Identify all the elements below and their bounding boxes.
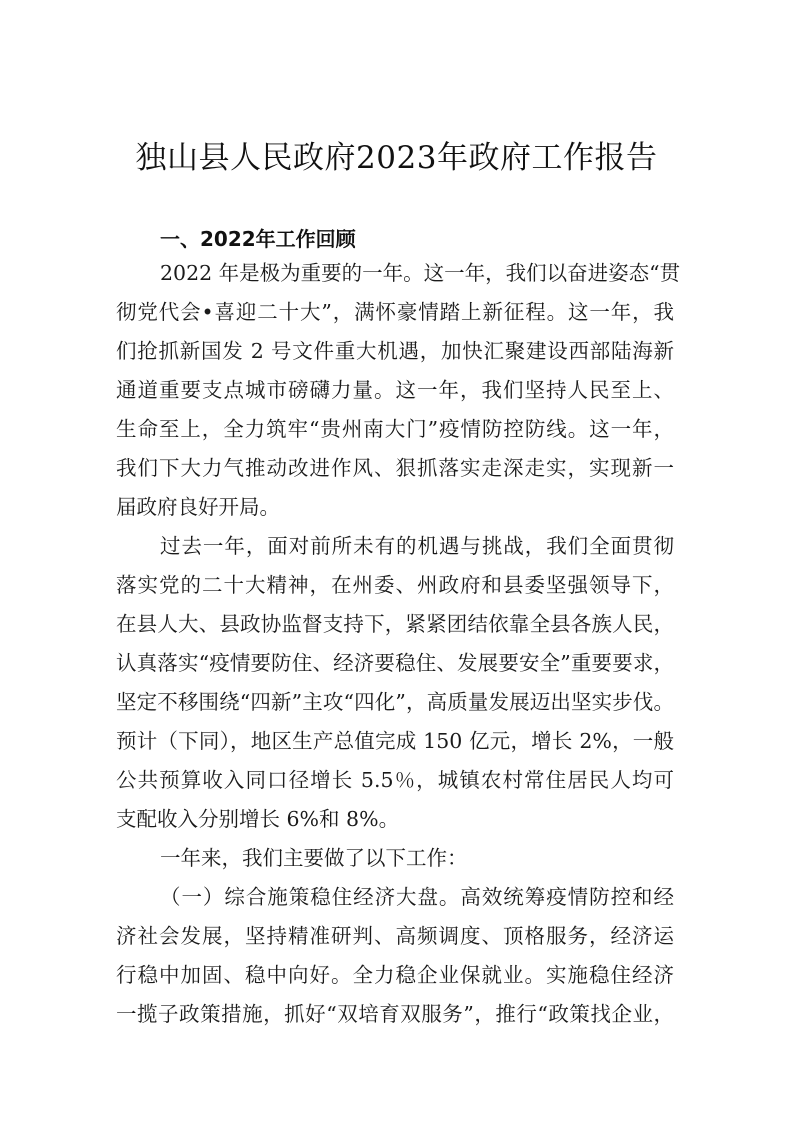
- paragraph-line: 支配收入分别增长 6%和 8%。: [116, 807, 400, 831]
- paragraph-line: 济社会发展，坚持精准研判、高频调度、顶格服务，经济运: [116, 924, 674, 948]
- section-heading: 一、2022年工作回顾: [160, 227, 356, 251]
- paragraph-line: 我们下大力气推动改进作风、狠抓落实走深走实，实现新一: [116, 456, 674, 480]
- subsection-line: （一）综合施策稳住经济大盘。高效统筹疫情防控和经: [160, 885, 674, 909]
- page-title: 独山县人民政府2023年政府工作报告: [135, 140, 658, 176]
- paragraph-line: 过去一年，面对前所未有的机遇与挑战，我们全面贯彻: [160, 534, 674, 558]
- paragraph-line: 在县人大、县政协监督支持下，紧紧团结依靠全县各族人民，: [116, 612, 674, 636]
- paragraph-line: 们抢抓新国发 2 号文件重大机遇，加快汇聚建设西部陆海新: [116, 339, 674, 363]
- paragraph-line: 届政府良好开局。: [116, 495, 280, 519]
- paragraph-line: 坚定不移围绕“四新”主攻“四化”，高质量发展迈出坚实步伐。: [116, 690, 674, 714]
- paragraph-line: 通道重要支点城市磅礴力量。这一年，我们坚持人民至上、: [116, 378, 674, 402]
- paragraph-line: 一揽子政策措施，抓好“双培育双服务”，推行“政策找企业，: [116, 1002, 674, 1026]
- paragraph-line: 认真落实“疫情要防住、经济要稳住、发展要安全”重要要求，: [116, 651, 674, 675]
- paragraph-line: 预计（下同），地区生产总值完成 150 亿元，增长 2%，一般: [116, 729, 674, 753]
- paragraph-line: 生命至上，全力筑牢“贵州南大门”疫情防控防线。这一年，: [116, 417, 674, 441]
- paragraph-line: 彻党代会•喜迎二十大”，满怀豪情踏上新征程。这一年，我: [116, 300, 674, 324]
- paragraph-line: 一年来，我们主要做了以下工作：: [160, 846, 468, 870]
- paragraph-line: 公共预算收入同口径增长 5.5％，城镇农村常住居民人均可: [116, 768, 674, 792]
- paragraph-line: 行稳中加固、稳中向好。全力稳企业保就业。实施稳住经济: [116, 963, 674, 987]
- paragraph-line: 落实党的二十大精神，在州委、州政府和县委坚强领导下，: [116, 573, 674, 597]
- paragraph-line: 2022 年是极为重要的一年。这一年，我们以奋进姿态“贯: [160, 261, 681, 285]
